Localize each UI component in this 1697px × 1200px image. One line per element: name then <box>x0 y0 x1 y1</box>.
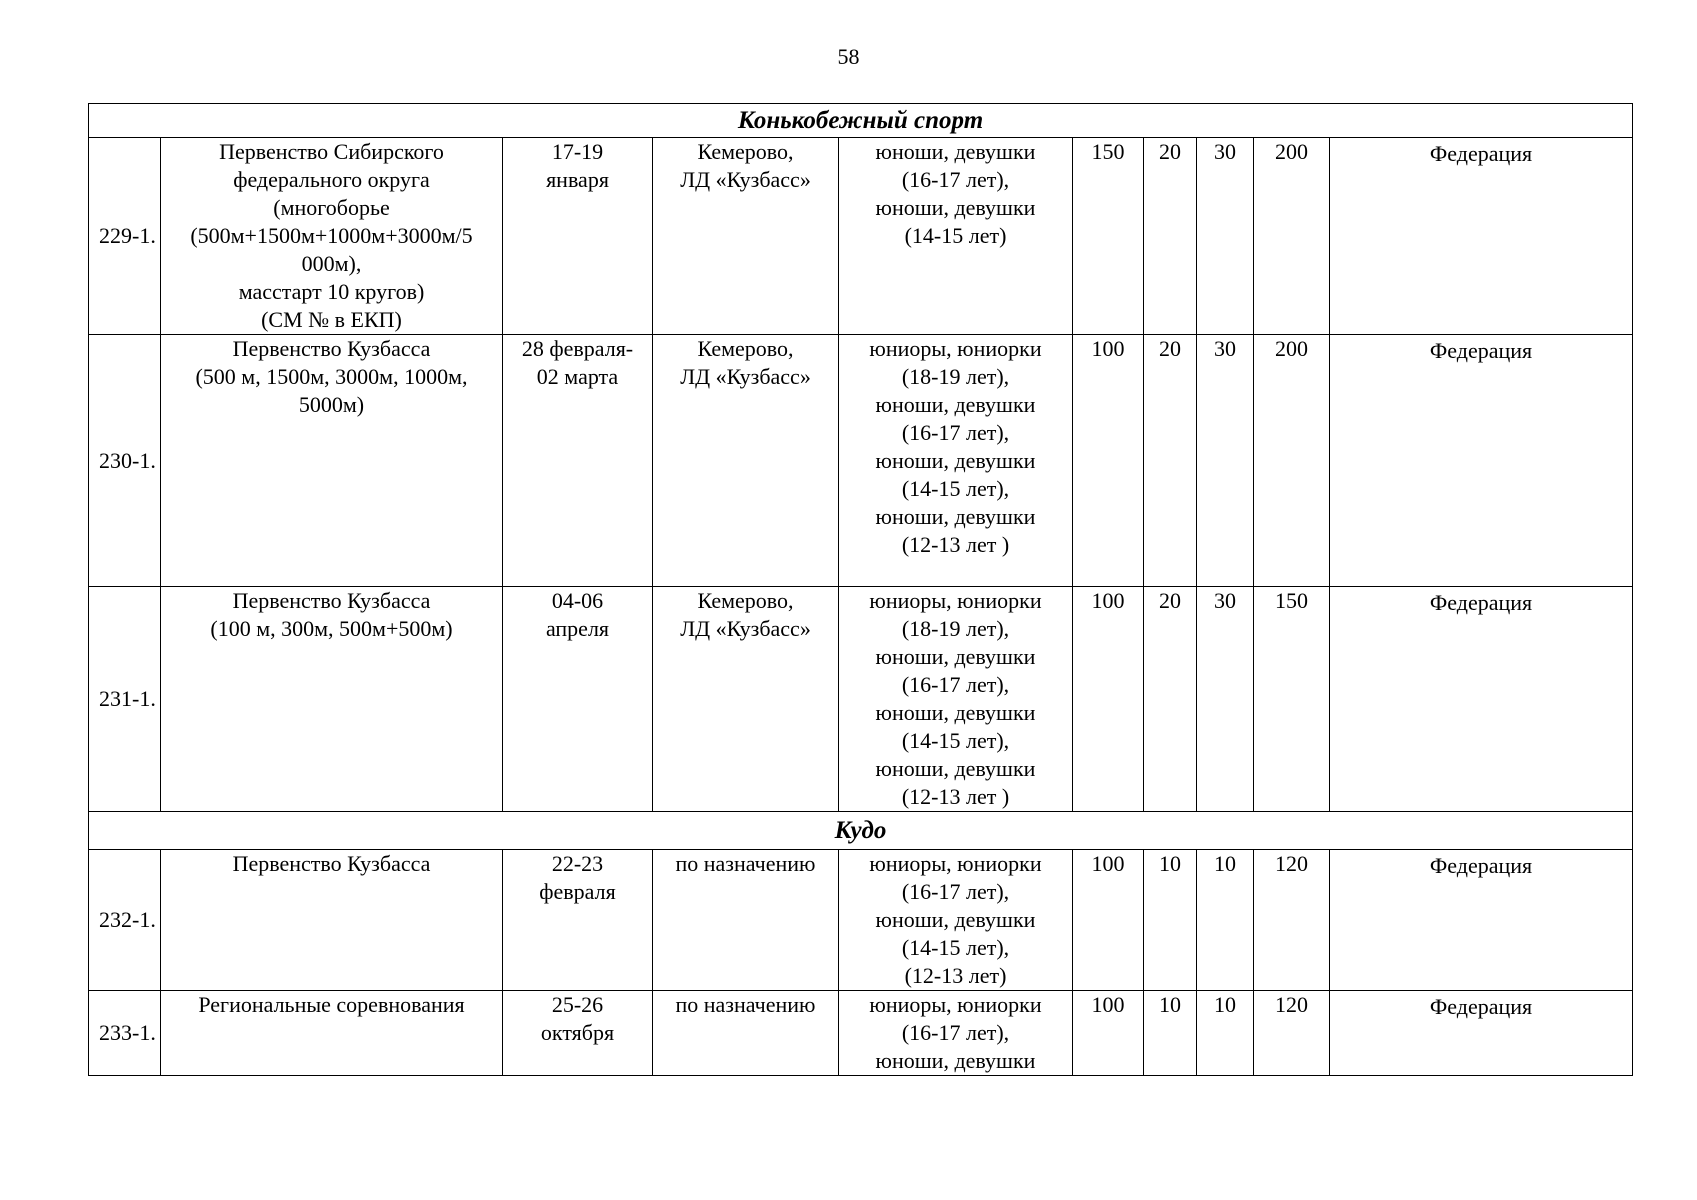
count-cell: 10 <box>1197 850 1254 991</box>
event-organizer: Федерация <box>1330 850 1633 991</box>
count-cell: 150 <box>1254 587 1330 812</box>
row-number: 230-1. <box>89 335 161 587</box>
row-number: 233-1. <box>89 991 161 1076</box>
count-cell: 10 <box>1144 850 1197 991</box>
count-cell: 20 <box>1144 138 1197 335</box>
event-place: по назначению <box>653 850 839 991</box>
count-cell: 30 <box>1197 335 1254 587</box>
event-organizer: Федерация <box>1330 138 1633 335</box>
count-cell: 30 <box>1197 587 1254 812</box>
event-organizer: Федерация <box>1330 587 1633 812</box>
section-title: Конькобежный спорт <box>89 104 1633 138</box>
count-cell: 30 <box>1197 138 1254 335</box>
event-place: Кемерово, ЛД «Кузбасс» <box>653 335 839 587</box>
event-place: Кемерово, ЛД «Кузбасс» <box>653 138 839 335</box>
count-cell: 10 <box>1144 991 1197 1076</box>
table-row <box>89 587 1633 812</box>
event-participants: юниоры, юниорки (16-17 лет), юноши, девушки <box>839 991 1073 1076</box>
count-cell: 200 <box>1254 335 1330 587</box>
row-number: 232-1. <box>89 850 161 991</box>
event-participants: юниоры, юниорки (18-19 лет), юноши, девушки (16-17 лет), юноши, девушки (14-15 лет), юноши, девушки (12-13 лет ) <box>839 335 1073 587</box>
row-number: 229-1. <box>89 138 161 335</box>
event-dates: 22-23 февраля <box>503 850 653 991</box>
count-cell: 20 <box>1144 335 1197 587</box>
event-dates: 25-26 октября <box>503 991 653 1076</box>
event-organizer: Федерация <box>1330 991 1633 1076</box>
page-number: 58 <box>837 44 860 69</box>
event-dates: 28 февраля- 02 марта <box>503 335 653 587</box>
event-participants: юниоры, юниорки (18-19 лет), юноши, девушки (16-17 лет), юноши, девушки (14-15 лет), юноши, девушки (12-13 лет ) <box>839 587 1073 812</box>
event-name: Региональные соревнования <box>161 991 503 1076</box>
events-table <box>88 103 1633 1076</box>
count-cell: 20 <box>1144 587 1197 812</box>
count-cell: 100 <box>1073 991 1144 1076</box>
count-cell: 120 <box>1254 991 1330 1076</box>
table-row <box>89 991 1633 1076</box>
event-name: Первенство Кузбасса (100 м, 300м, 500м+500м) <box>161 587 503 812</box>
row-number: 231-1. <box>89 587 161 812</box>
table-row <box>89 138 1633 335</box>
count-cell: 100 <box>1073 850 1144 991</box>
event-participants: юноши, девушки (16-17 лет), юноши, девушки (14-15 лет) <box>839 138 1073 335</box>
event-place: Кемерово, ЛД «Кузбасс» <box>653 587 839 812</box>
section-header-kudo <box>89 812 1633 850</box>
count-cell: 150 <box>1073 138 1144 335</box>
event-name: Первенство Кузбасса <box>161 850 503 991</box>
section-title: Кудо <box>89 812 1633 850</box>
event-participants: юниоры, юниорки (16-17 лет), юноши, девушки (14-15 лет), (12-13 лет) <box>839 850 1073 991</box>
count-cell: 200 <box>1254 138 1330 335</box>
event-name: Первенство Сибирского федерального округа (многоборье (500м+1500м+1000м+3000м/5 000м), масстарт 10 кругов) (СМ № в ЕКП) <box>161 138 503 335</box>
section-header-speed-skating <box>89 104 1633 138</box>
count-cell: 100 <box>1073 335 1144 587</box>
event-organizer: Федерация <box>1330 335 1633 587</box>
count-cell: 120 <box>1254 850 1330 991</box>
count-cell: 100 <box>1073 587 1144 812</box>
table-row <box>89 850 1633 991</box>
table-row <box>89 335 1633 587</box>
event-dates: 04-06 апреля <box>503 587 653 812</box>
event-name: Первенство Кузбасса (500 м, 1500м, 3000м, 1000м, 5000м) <box>161 335 503 587</box>
event-place: по назначению <box>653 991 839 1076</box>
event-dates: 17-19 января <box>503 138 653 335</box>
count-cell: 10 <box>1197 991 1254 1076</box>
